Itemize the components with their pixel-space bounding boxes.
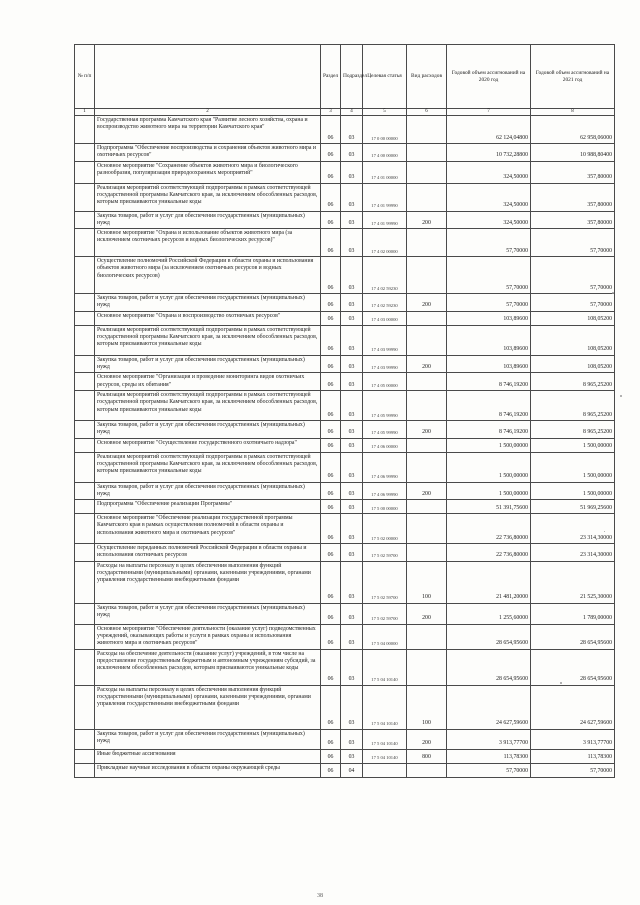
row-section: 06 [321, 325, 341, 355]
header-name [95, 45, 321, 109]
column-number: 4 [341, 109, 363, 116]
row-name: Расходы на выплаты персоналу в целях обеспечения выполнения функций государственными (муниципальными) органами, казенными учреждениями, органами управления государственными внебюджетными фондами [95, 561, 321, 603]
row-expense-type [407, 438, 447, 452]
row-amount-2021: 57,70000 [531, 294, 615, 312]
row-subsection: 03 [341, 355, 363, 373]
table-row [75, 311, 615, 325]
row-number [75, 685, 95, 729]
header-row [75, 45, 615, 109]
table-row [75, 390, 615, 420]
row-section: 06 [321, 603, 341, 624]
row-section: 06 [321, 749, 341, 763]
row-target-code: 17 4 02 00000 [363, 229, 407, 257]
row-amount-2021: 3 913,77700 [531, 729, 615, 749]
row-subsection: 03 [341, 649, 363, 685]
row-amount-2020: 103,89600 [447, 311, 531, 325]
header-section: Раздел [321, 45, 341, 109]
row-number [75, 257, 95, 294]
column-number: 8 [531, 109, 615, 116]
row-expense-type: 100 [407, 561, 447, 603]
row-amount-2021: 62 958,06000 [531, 116, 615, 144]
table-row [75, 420, 615, 438]
table-row [75, 649, 615, 685]
row-target-code: 17 5 02 59700 [363, 544, 407, 562]
row-number [75, 390, 95, 420]
row-section: 06 [321, 161, 341, 183]
row-name: Закупка товаров, работ и услуг для обеспечения государственных (муниципальных) нужд [95, 294, 321, 312]
row-amount-2020: 1 500,00000 [447, 452, 531, 482]
row-section: 06 [321, 294, 341, 312]
row-number [75, 325, 95, 355]
row-amount-2020: 57,70000 [447, 294, 531, 312]
row-target-code: 17 0 00 00000 [363, 116, 407, 144]
row-amount-2020: 1 255,60000 [447, 603, 531, 624]
row-amount-2020: 8 746,19200 [447, 390, 531, 420]
row-section: 06 [321, 211, 341, 229]
table-row [75, 749, 615, 763]
row-name: Расходы на обеспечение деятельности (оказание услуг) учреждений, в том числе на предоставление государственным бюджетным и автономным учреждениям субсидий, за исключением обособленных расходов, которым присваиваются уникальные коды [95, 649, 321, 685]
row-name: Иные бюджетные ассигнования [95, 749, 321, 763]
row-expense-type [407, 144, 447, 162]
row-number [75, 438, 95, 452]
row-expense-type [407, 229, 447, 257]
row-name: Прикладные научные исследования в области охраны окружающей среды [95, 763, 321, 777]
table-row [75, 603, 615, 624]
row-section: 06 [321, 624, 341, 649]
table-row [75, 161, 615, 183]
column-number: 1 [75, 109, 95, 116]
row-section: 06 [321, 311, 341, 325]
row-name: Закупка товаров, работ и услуг для обеспечения государственных (муниципальных) нужд [95, 355, 321, 373]
row-amount-2020: 324,50000 [447, 211, 531, 229]
row-expense-type: 200 [407, 420, 447, 438]
row-expense-type [407, 161, 447, 183]
column-number: 5 [363, 109, 407, 116]
row-section: 06 [321, 390, 341, 420]
row-amount-2020: 8 746,19200 [447, 420, 531, 438]
row-amount-2020: 324,50000 [447, 161, 531, 183]
row-expense-type [407, 500, 447, 514]
row-target-code: 17 5 00 00000 [363, 500, 407, 514]
row-expense-type: 200 [407, 603, 447, 624]
row-number [75, 603, 95, 624]
row-number [75, 355, 95, 373]
row-amount-2021: 1 500,00000 [531, 438, 615, 452]
row-subsection: 04 [341, 763, 363, 777]
row-section: 06 [321, 482, 341, 500]
row-amount-2021: 1 500,00000 [531, 482, 615, 500]
row-amount-2021: 24 627,59600 [531, 685, 615, 729]
header-allocation-2020: Годовой объем ассигнований на 2020 год [447, 45, 531, 109]
row-amount-2020: 103,89600 [447, 355, 531, 373]
row-section: 06 [321, 438, 341, 452]
row-amount-2020: 3 913,77700 [447, 729, 531, 749]
row-subsection: 03 [341, 229, 363, 257]
row-section: 06 [321, 144, 341, 162]
row-expense-type [407, 257, 447, 294]
row-amount-2021: 108,05200 [531, 311, 615, 325]
scan-speck [620, 395, 622, 397]
row-amount-2020: 28 654,95600 [447, 624, 531, 649]
row-expense-type: 800 [407, 749, 447, 763]
row-subsection: 03 [341, 144, 363, 162]
row-name: Основное мероприятие "Осуществление государственного охотничьего надзора" [95, 438, 321, 452]
row-expense-type: 100 [407, 685, 447, 729]
row-subsection: 03 [341, 116, 363, 144]
row-amount-2020: 62 124,04800 [447, 116, 531, 144]
row-expense-type: 200 [407, 482, 447, 500]
row-amount-2020: 1 500,00000 [447, 482, 531, 500]
row-target-code: 17 4 05 00000 [363, 373, 407, 391]
row-subsection: 03 [341, 438, 363, 452]
row-subsection: 03 [341, 183, 363, 211]
row-amount-2021: 28 654,95600 [531, 649, 615, 685]
header-allocation-2021: Годовой объем ассигнований на 2021 год [531, 45, 615, 109]
row-subsection: 03 [341, 390, 363, 420]
header-subsection: Подраздел [341, 45, 363, 109]
row-amount-2020: 57,70000 [447, 229, 531, 257]
table-row [75, 500, 615, 514]
row-subsection: 03 [341, 294, 363, 312]
row-target-code: 17 4 05 99990 [363, 420, 407, 438]
row-name: Государственная программа Камчатского края "Развитие лесного хозяйства, охрана и воспроизводство животного мира на территории Камчатского края" [95, 116, 321, 144]
row-number [75, 624, 95, 649]
table-row [75, 561, 615, 603]
row-expense-type [407, 624, 447, 649]
row-amount-2020: 1 500,00000 [447, 438, 531, 452]
row-name: Реализация мероприятий соответствующей подпрограммы в рамках соответствующей государственной программы Камчатского края, за исключением обособленных расходов, которым присваиваются уникальные коды [95, 390, 321, 420]
row-number [75, 373, 95, 391]
row-target-code: 17 5 04 10140 [363, 729, 407, 749]
row-name: Осуществление полномочий Российской Федерации в области охраны и использования объектов животного мира (за исключением охотничьих ресурсов и водных биологических ресурсов) [95, 257, 321, 294]
row-number [75, 749, 95, 763]
row-expense-type [407, 311, 447, 325]
row-amount-2020: 10 732,28800 [447, 144, 531, 162]
row-subsection: 03 [341, 482, 363, 500]
table-row [75, 514, 615, 544]
table-row [75, 624, 615, 649]
row-number [75, 514, 95, 544]
row-name: Подпрограмма "Обеспечение воспроизводства и сохранения объектов животного мира и охотничьих ресурсов" [95, 144, 321, 162]
row-subsection: 03 [341, 420, 363, 438]
row-subsection: 03 [341, 452, 363, 482]
row-expense-type [407, 116, 447, 144]
row-expense-type [407, 649, 447, 685]
row-name: Основное мероприятие "Охрана и воспроизводство охотничьих ресурсов" [95, 311, 321, 325]
row-subsection: 03 [341, 624, 363, 649]
row-amount-2020: 22 736,80000 [447, 514, 531, 544]
header-expense-type: Вид расходов [407, 45, 447, 109]
row-name: Закупка товаров, работ и услуг для обеспечения государственных (муниципальных) нужд [95, 482, 321, 500]
table-row [75, 211, 615, 229]
scan-speck [612, 292, 614, 294]
row-expense-type [407, 514, 447, 544]
row-section: 06 [321, 561, 341, 603]
row-subsection: 03 [341, 603, 363, 624]
column-number-row [75, 109, 615, 116]
row-expense-type [407, 390, 447, 420]
row-name: Основное мероприятие "Организация и проведение мониторинга видов охотничьих ресурсов, среды их обитания" [95, 373, 321, 391]
row-target-code: 17 4 06 99990 [363, 482, 407, 500]
row-number [75, 561, 95, 603]
row-section: 06 [321, 183, 341, 211]
row-section: 06 [321, 257, 341, 294]
row-amount-2021: 57,70000 [531, 763, 615, 777]
row-target-code: 17 5 02 59700 [363, 561, 407, 603]
row-number [75, 211, 95, 229]
row-number [75, 649, 95, 685]
row-target-code: 17 5 04 00000 [363, 624, 407, 649]
scan-speck [604, 531, 605, 532]
table-row [75, 183, 615, 211]
row-name: Реализация мероприятий соответствующей подпрограммы в рамках соответствующей государственной программы Камчатского края, за исключением обособленных расходов, которым присваиваются уникальные коды [95, 452, 321, 482]
table-row [75, 229, 615, 257]
row-number [75, 161, 95, 183]
row-name: Основное мероприятие "Обеспечение реализации государственной программы Камчатского края в рамках осуществления полномочий в области охраны и использования животного мира и охотничьих ресурсов" [95, 514, 321, 544]
row-expense-type [407, 763, 447, 777]
row-expense-type: 200 [407, 294, 447, 312]
table-row [75, 116, 615, 144]
row-name: Закупка товаров, работ и услуг для обеспечения государственных (муниципальных) нужд [95, 603, 321, 624]
row-section: 06 [321, 763, 341, 777]
row-target-code: 17 5 04 10140 [363, 749, 407, 763]
row-target-code: 17 4 02 59230 [363, 294, 407, 312]
row-name: Реализация мероприятий соответствующей подпрограммы в рамках соответствующей государственной программы Камчатского края, за исключением обособленных расходов, которым присваиваются уникальные коды [95, 183, 321, 211]
row-number [75, 729, 95, 749]
row-amount-2021: 1 500,00000 [531, 452, 615, 482]
row-target-code: 17 5 02 00000 [363, 514, 407, 544]
row-number [75, 183, 95, 211]
table-row [75, 355, 615, 373]
row-subsection: 03 [341, 311, 363, 325]
table-row [75, 452, 615, 482]
table-row [75, 482, 615, 500]
row-amount-2021: 51 969,25600 [531, 500, 615, 514]
row-amount-2020: 324,50000 [447, 183, 531, 211]
row-subsection: 03 [341, 544, 363, 562]
row-target-code: 17 4 03 99990 [363, 325, 407, 355]
table-row [75, 257, 615, 294]
row-section: 06 [321, 373, 341, 391]
table-row [75, 685, 615, 729]
row-subsection: 03 [341, 514, 363, 544]
row-number [75, 763, 95, 777]
row-subsection: 03 [341, 325, 363, 355]
table-row [75, 325, 615, 355]
row-expense-type [407, 544, 447, 562]
column-number: 3 [321, 109, 341, 116]
row-amount-2021: 357,80000 [531, 161, 615, 183]
row-target-code: 17 4 01 99990 [363, 211, 407, 229]
row-name: Реализация мероприятий соответствующей подпрограммы в рамках соответствующей государственной программы Камчатского края, за исключением обособленных расходов, которым присваиваются уникальные коды [95, 325, 321, 355]
row-amount-2021: 10 988,80400 [531, 144, 615, 162]
row-amount-2020: 51 391,75600 [447, 500, 531, 514]
row-target-code: 17 4 01 99990 [363, 183, 407, 211]
table-row [75, 729, 615, 749]
row-expense-type: 200 [407, 355, 447, 373]
row-target-code: 17 4 01 00000 [363, 161, 407, 183]
column-number: 6 [407, 109, 447, 116]
row-amount-2021: 23 314,30000 [531, 544, 615, 562]
row-subsection: 03 [341, 257, 363, 294]
row-amount-2021: 57,70000 [531, 229, 615, 257]
row-amount-2021: 108,05200 [531, 325, 615, 355]
row-target-code: 17 5 04 10140 [363, 649, 407, 685]
row-section: 06 [321, 544, 341, 562]
row-section: 06 [321, 420, 341, 438]
row-number [75, 229, 95, 257]
row-amount-2021: 8 965,25200 [531, 390, 615, 420]
row-amount-2020: 103,89600 [447, 325, 531, 355]
table-row [75, 544, 615, 562]
row-number [75, 311, 95, 325]
row-subsection: 03 [341, 685, 363, 729]
row-name: Подпрограмма "Обеспечение реализации Программы" [95, 500, 321, 514]
row-amount-2021: 357,80000 [531, 183, 615, 211]
row-name: Закупка товаров, работ и услуг для обеспечения государственных (муниципальных) нужд [95, 729, 321, 749]
row-expense-type [407, 183, 447, 211]
row-target-code: 17 5 04 10140 [363, 685, 407, 729]
row-section: 06 [321, 685, 341, 729]
row-number [75, 544, 95, 562]
budget-table [74, 44, 615, 778]
row-target-code: 17 4 03 00000 [363, 311, 407, 325]
row-subsection: 03 [341, 161, 363, 183]
row-number [75, 482, 95, 500]
row-name: Основное мероприятие "Охрана и использование объектов животного мира (за исключением охотничьих ресурсов и водных биологических ресурсов)" [95, 229, 321, 257]
row-section: 06 [321, 355, 341, 373]
row-number [75, 452, 95, 482]
row-amount-2020: 22 736,80000 [447, 544, 531, 562]
header-num: № п/п [75, 45, 95, 109]
row-subsection: 03 [341, 561, 363, 603]
row-target-code: 17 4 02 59230 [363, 257, 407, 294]
row-name: Основное мероприятие "Сохранение объектов животного мира и биологического разнообразия, популяризация природоохранных мероприятий" [95, 161, 321, 183]
row-subsection: 03 [341, 373, 363, 391]
row-amount-2021: 57,70000 [531, 257, 615, 294]
row-target-code: 17 4 06 99990 [363, 452, 407, 482]
table-row [75, 763, 615, 777]
table-row [75, 373, 615, 391]
row-amount-2021: 1 789,00000 [531, 603, 615, 624]
row-amount-2021: 113,78300 [531, 749, 615, 763]
row-amount-2021: 23 314,30000 [531, 514, 615, 544]
row-amount-2020: 57,70000 [447, 257, 531, 294]
row-section: 06 [321, 649, 341, 685]
row-name: Расходы на выплаты персоналу в целях обеспечения выполнения функций государственными (муниципальными) органами, казенными учреждениями, органами управления государственными внебюджетными фондами [95, 685, 321, 729]
row-number [75, 500, 95, 514]
row-target-code: 17 4 00 00000 [363, 144, 407, 162]
row-number [75, 294, 95, 312]
row-subsection: 03 [341, 729, 363, 749]
row-name: Основное мероприятие "Обеспечение деятельности (оказание услуг) подведомственных учреждений, оказывающих работы и услуги в рамках охраны и использования животного мира и охотничьих ресурсов" [95, 624, 321, 649]
row-expense-type [407, 452, 447, 482]
row-amount-2021: 8 965,25200 [531, 373, 615, 391]
row-expense-type [407, 373, 447, 391]
table-body [75, 109, 615, 778]
row-subsection: 03 [341, 749, 363, 763]
row-section: 06 [321, 514, 341, 544]
row-amount-2020: 24 627,59600 [447, 685, 531, 729]
row-amount-2021: 357,80000 [531, 211, 615, 229]
column-number: 2 [95, 109, 321, 116]
row-section: 06 [321, 729, 341, 749]
row-target-code: 17 4 03 99990 [363, 355, 407, 373]
row-target-code: 17 4 06 00000 [363, 438, 407, 452]
row-expense-type: 200 [407, 211, 447, 229]
row-expense-type: 200 [407, 729, 447, 749]
row-expense-type [407, 325, 447, 355]
row-amount-2021: 21 525,30000 [531, 561, 615, 603]
row-amount-2021: 28 654,95600 [531, 624, 615, 649]
row-target-code [363, 763, 407, 777]
row-name: Закупка товаров, работ и услуг для обеспечения государственных (муниципальных) нужд [95, 211, 321, 229]
row-section: 06 [321, 229, 341, 257]
row-amount-2020: 57,70000 [447, 763, 531, 777]
header-target-article: Целевая статья [363, 45, 407, 109]
row-amount-2020: 28 654,95600 [447, 649, 531, 685]
table-row [75, 144, 615, 162]
row-amount-2020: 113,78300 [447, 749, 531, 763]
row-section: 06 [321, 116, 341, 144]
table-row [75, 438, 615, 452]
row-subsection: 03 [341, 211, 363, 229]
row-number [75, 116, 95, 144]
row-name: Осуществление переданных полномочий Российской Федерации в области охраны и использования охотничьих ресурсов [95, 544, 321, 562]
row-number [75, 144, 95, 162]
table-row [75, 294, 615, 312]
row-subsection: 03 [341, 500, 363, 514]
row-amount-2021: 108,05200 [531, 355, 615, 373]
row-amount-2021: 8 965,25200 [531, 420, 615, 438]
row-name: Закупка товаров, работ и услуг для обеспечения государственных (муниципальных) нужд [95, 420, 321, 438]
row-target-code: 17 5 02 59700 [363, 603, 407, 624]
row-section: 06 [321, 452, 341, 482]
page-number: 38 [317, 893, 323, 899]
row-number [75, 420, 95, 438]
scan-speck [560, 682, 562, 684]
row-target-code: 17 4 05 99990 [363, 390, 407, 420]
row-amount-2020: 8 746,19200 [447, 373, 531, 391]
row-section: 06 [321, 500, 341, 514]
column-number: 7 [447, 109, 531, 116]
row-amount-2020: 21 481,20000 [447, 561, 531, 603]
